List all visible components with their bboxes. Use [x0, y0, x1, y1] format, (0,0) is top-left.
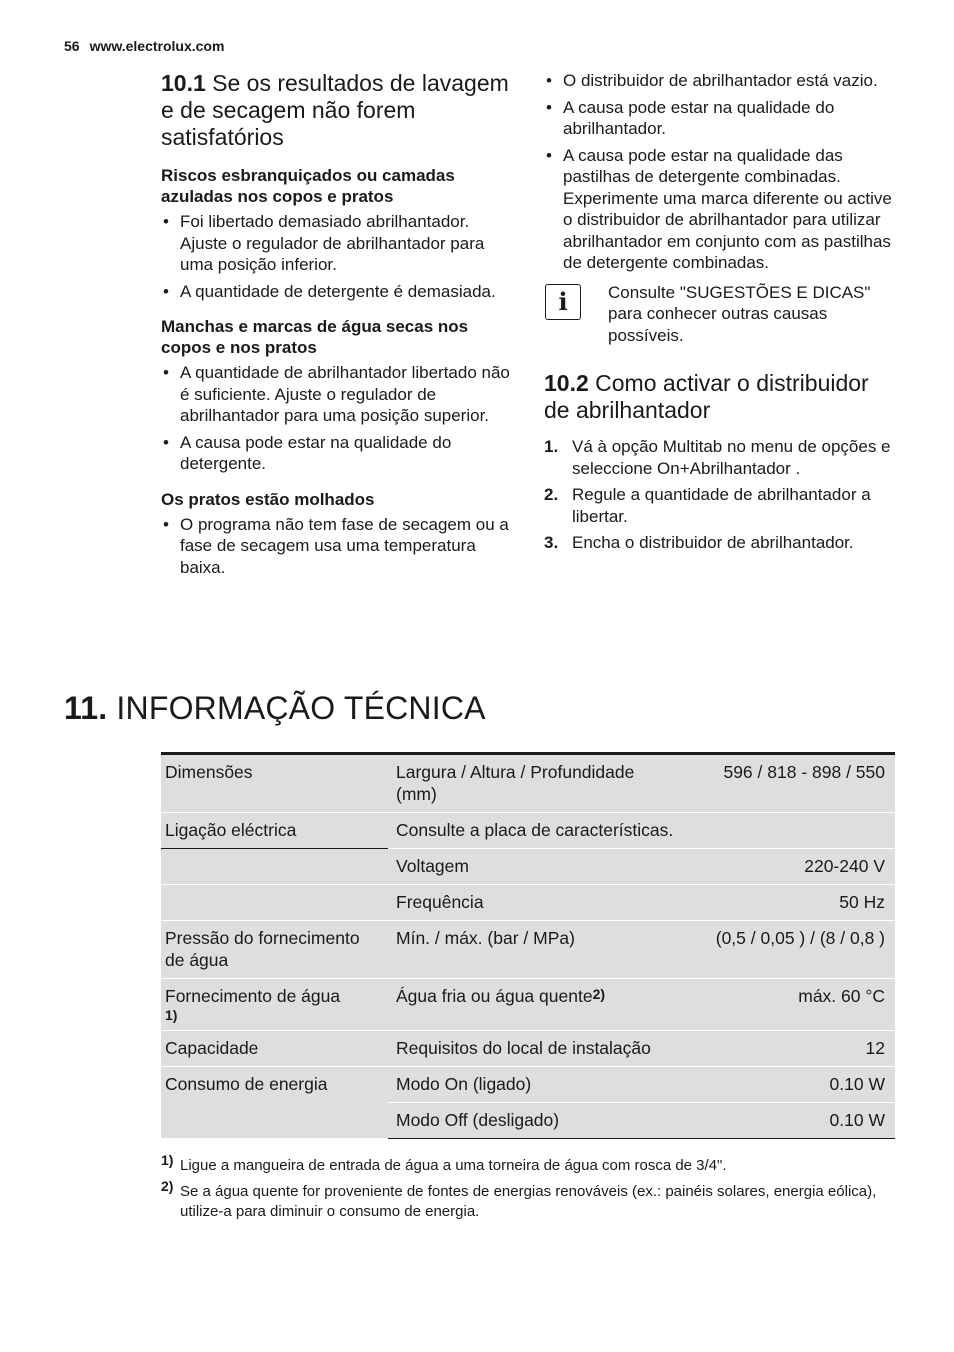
list-item: • A quantidade de abrilhantador libertado não é suficiente. Ajuste o regulador de abrilhantador para uma posição superior.: [161, 362, 513, 427]
table-row: [161, 921, 895, 979]
step-item: 1. Vá à opção Multitab no menu de opções e seleccione On+Abrilhantador .: [544, 437, 891, 478]
table-row: [161, 813, 895, 849]
bullet-list: [161, 514, 513, 579]
table-row: [161, 885, 895, 921]
table-cell: Consumo de energia: [161, 1067, 388, 1139]
table-row: [161, 1067, 895, 1103]
group-heading: Manchas e marcas de água secas nos copos e nos pratos: [161, 317, 469, 357]
bullet-list: [161, 362, 513, 475]
table-cell: máx. 60 °C: [682, 979, 895, 1031]
bullet-list: [161, 211, 513, 302]
list-item: • O distribuidor de abrilhantador está vazio.: [544, 70, 896, 92]
list-item: • A causa pode estar na qualidade do detergente.: [161, 432, 513, 475]
bullet-list: [544, 70, 896, 274]
table-cell: 0.10 W: [682, 1067, 895, 1103]
table-row: [161, 754, 895, 813]
right-column: [544, 70, 896, 559]
left-column: [161, 70, 513, 583]
step-item: 3. Encha o distribuidor de abrilhantador.: [544, 533, 854, 552]
footnote-ref: 2): [592, 986, 606, 1002]
note-text: Consulte "SUGESTÕES E DICAS" para conhecer outras causas possíveis.: [608, 282, 871, 345]
table-cell: Ligação eléctrica: [161, 813, 388, 849]
table-cell: Modo On (ligado): [388, 1067, 682, 1103]
list-item: • A causa pode estar na qualidade do abrilhantador.: [544, 97, 896, 140]
footnote: [161, 1152, 895, 1176]
info-note: [544, 282, 896, 347]
list-item: • A causa pode estar na qualidade das pastilhas de detergente combinadas. Experimente uma marca diferente ou active o distribuidor de abrilhantador para utilizar abrilhantador em conjunto com as pastilhas de detergente combinadas.: [544, 145, 896, 274]
table-cell: Consulte a placa de características.: [388, 813, 895, 849]
table-cell: Dimensões: [161, 754, 388, 813]
table-row: [161, 979, 895, 1031]
table-cell: (0,5 / 0,05 ) / (8 / 0,8 ): [682, 921, 895, 979]
group-heading: Riscos esbranquiçados ou camadas azuladas nos copos e pratos: [161, 166, 455, 206]
list-item: • A quantidade de detergente é demasiada.: [161, 281, 513, 303]
table-cell: 596 / 818 - 898 / 550: [682, 754, 895, 813]
step-item: 2. Regule a quantidade de abrilhantador a libertar.: [544, 485, 871, 526]
table-row: [161, 1031, 895, 1067]
table-cell: Pressão do fornecimento de água: [161, 921, 388, 979]
footnote: [161, 1178, 895, 1222]
technical-info-table: [161, 752, 895, 1139]
section-10-1-title: 10.1 Se os resultados de lavagem e de secagem não forem satisfatórios: [161, 70, 509, 150]
numbered-steps: [544, 436, 896, 554]
section-11-title: 11. INFORMAÇÃO TÉCNICA: [64, 690, 486, 726]
table-row: [161, 849, 895, 885]
list-item: • Foi libertado demasiado abrilhantador. Ajuste o regulador de abrilhantador para uma posição inferior.: [161, 211, 513, 276]
footnote-mark: 2): [161, 1178, 174, 1194]
group-heading: Os pratos estão molhados: [161, 489, 375, 509]
footnote-text: Ligue a mangueira de entrada de água a uma torneira de água com rosca de 3/4".: [180, 1157, 727, 1174]
table-cell: Largura / Altura / Profundidade (mm): [388, 754, 682, 813]
page-number: 56: [64, 38, 80, 54]
table-cell: Modo Off (desligado): [388, 1103, 682, 1139]
table-cell: 50 Hz: [682, 885, 895, 921]
info-icon: i: [545, 284, 581, 320]
footnote-mark: 1): [161, 1152, 174, 1168]
table-cell: Requisitos do local de instalação: [388, 1031, 682, 1067]
table-cell: Capacidade: [161, 1031, 388, 1067]
table-cell: Mín. / máx. (bar / MPa): [388, 921, 682, 979]
footnote-ref: 1): [165, 1007, 178, 1023]
table-cell: Frequência: [388, 885, 682, 921]
list-item: • O programa não tem fase de secagem ou a fase de secagem usa uma temperatura baixa.: [161, 514, 513, 579]
table-cell: 12: [682, 1031, 895, 1067]
section-10-2: [544, 370, 896, 554]
table-cell: Voltagem: [388, 849, 682, 885]
footnote-text: Se a água quente for proveniente de fontes de energias renováveis (ex.: painéis solares, energia eólica), utilize-a para diminuir o consumo de energia.: [180, 1183, 877, 1220]
table-cell: Água fria ou água quente$^{2)}$: [388, 979, 682, 1031]
section-10-2-title: 10.2 Como activar o distribuidor de abrilhantador: [544, 370, 869, 423]
site-url: www.electrolux.com: [89, 38, 225, 54]
table-cell: 0.10 W: [682, 1103, 895, 1139]
table-cell: 220-240 V: [682, 849, 895, 885]
table-cell: Fornecimento de água 1): [161, 979, 388, 1031]
table-cell: [161, 885, 388, 921]
page-header: [64, 38, 224, 54]
table-cell: [161, 849, 388, 885]
